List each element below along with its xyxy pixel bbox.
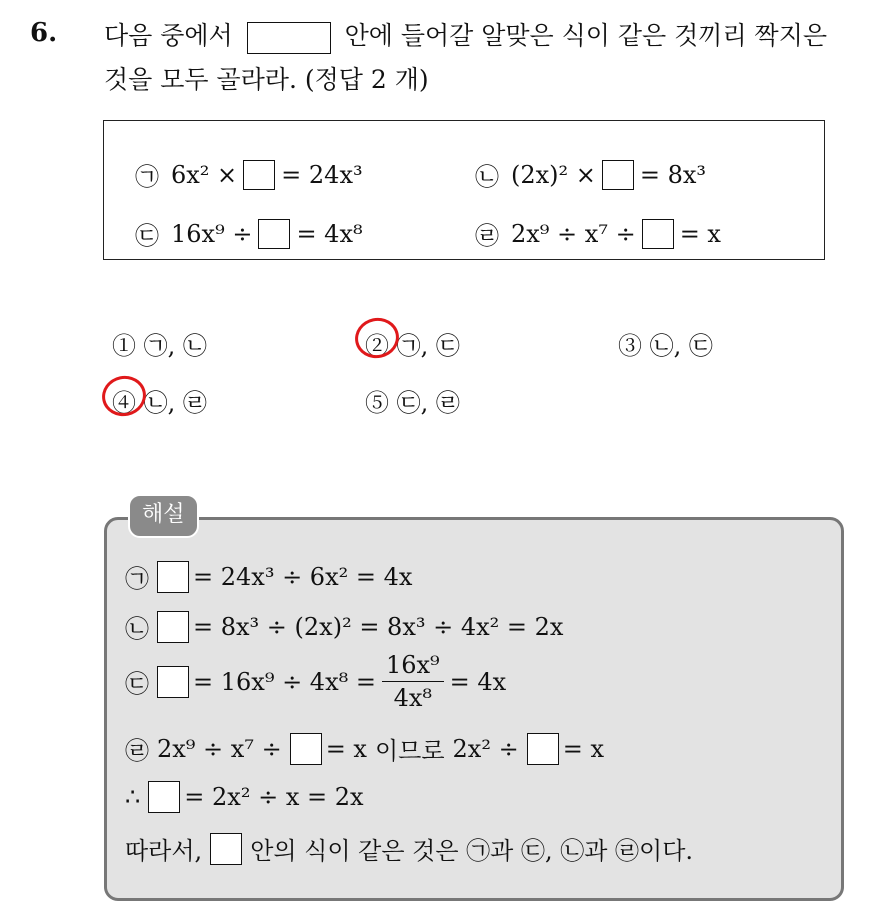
blank-box <box>148 781 180 813</box>
choice-1-text: ㉠, ㉡ <box>143 332 207 360</box>
blank-box <box>258 219 290 249</box>
sol-label-c: ㉢ <box>125 670 149 698</box>
solution-line-5 <box>125 781 364 813</box>
choice-4-text: ㉡, ㉣ <box>143 389 207 417</box>
expr-b-right: = 8x³ <box>639 160 707 189</box>
question-text-before-blank: 다음 중에서 <box>104 21 233 50</box>
expression-b <box>475 157 706 192</box>
fraction-denominator: 4x⁸ <box>393 684 433 712</box>
sol-line-5-text: = 2x² ÷ x = 2x <box>184 783 364 811</box>
solution-line-4 <box>125 731 604 766</box>
blank-box <box>210 833 242 865</box>
fraction <box>382 651 444 712</box>
solution-line-3 <box>125 651 506 712</box>
choice-2-text: ㉠, ㉢ <box>396 332 460 360</box>
sol-label-b: ㉡ <box>125 615 149 643</box>
blank-box <box>247 22 331 54</box>
expr-c-left: 16x⁹ ÷ <box>171 219 253 248</box>
sol-line-3-text: = 16x⁹ ÷ 4x⁸ = <box>193 667 376 696</box>
sol-line-6-b: 안의 식이 같은 것은 ㉠과 ㉢, ㉡과 ㉣이다. <box>250 837 694 865</box>
blank-box <box>602 160 634 190</box>
choice-3[interactable] <box>618 326 713 361</box>
sol-line-4-a: 2x⁹ ÷ x⁷ ÷ <box>157 734 282 763</box>
choice-5-text: ㉢, ㉣ <box>396 389 460 417</box>
blank-box <box>157 611 189 643</box>
sol-label-a: ㉠ <box>125 565 149 593</box>
choice-5-number: ⑤ <box>365 389 389 417</box>
solution-line-2 <box>125 609 563 644</box>
choice-3-text: ㉡, ㉢ <box>649 332 713 360</box>
blank-box <box>642 219 674 249</box>
choice-4-number: ④ <box>112 389 136 417</box>
blank-box <box>243 160 275 190</box>
sol-line-4-b: = x <box>325 734 367 763</box>
blank-box <box>290 733 322 765</box>
question-line-1 <box>104 16 827 54</box>
question-line-2: 것을 모두 골라라. (정답 2 개) <box>104 65 429 94</box>
sol-line-4-e: = x <box>562 734 604 763</box>
choice-2-number: ② <box>365 332 389 360</box>
solution-tag: 해설 <box>128 494 199 538</box>
sol-label-d: ㉣ <box>125 737 149 765</box>
solution-line-1 <box>125 559 412 594</box>
expr-d-left: 2x⁹ ÷ x⁷ ÷ <box>511 219 636 248</box>
expr-c-right: = 4x⁸ <box>296 219 363 248</box>
choice-3-number: ③ <box>618 332 642 360</box>
label-d: ㉣ <box>475 222 499 250</box>
solution-conclusion <box>125 831 693 866</box>
choice-1[interactable] <box>112 326 207 361</box>
expr-b-left: (2x)² × <box>511 160 596 189</box>
fraction-numerator: 16x⁹ <box>382 651 444 682</box>
choice-5[interactable] <box>365 383 460 418</box>
expression-d <box>475 216 721 251</box>
label-b: ㉡ <box>475 163 499 191</box>
sol-line-4-c: 이므로 <box>374 737 445 765</box>
expr-d-right: = x <box>679 219 721 248</box>
blank-box <box>157 666 189 698</box>
expr-a-left: 6x² × <box>171 160 238 189</box>
expression-c <box>135 216 363 251</box>
sol-line-4-d: 2x² ÷ <box>452 734 519 763</box>
question-number: 6. <box>30 18 58 48</box>
label-c: ㉢ <box>135 222 159 250</box>
blank-box <box>157 561 189 593</box>
expr-a-right: = 24x³ <box>281 160 363 189</box>
blank-box <box>527 733 559 765</box>
choice-1-number: ① <box>112 332 136 360</box>
therefore-symbol: ∴ <box>125 783 141 811</box>
sol-line-2-text: = 8x³ ÷ (2x)² = 8x³ ÷ 4x² = 2x <box>193 612 564 641</box>
question-text-after-blank: 안에 들어갈 알맞은 식이 같은 것끼리 짝지은 <box>344 21 827 50</box>
sol-line-6-a: 따라서, <box>125 837 203 865</box>
expression-a <box>135 157 363 192</box>
label-a: ㉠ <box>135 163 159 191</box>
sol-line-1-text: = 24x³ ÷ 6x² = 4x <box>193 562 413 591</box>
sol-line-3-tail: = 4x <box>449 667 507 696</box>
